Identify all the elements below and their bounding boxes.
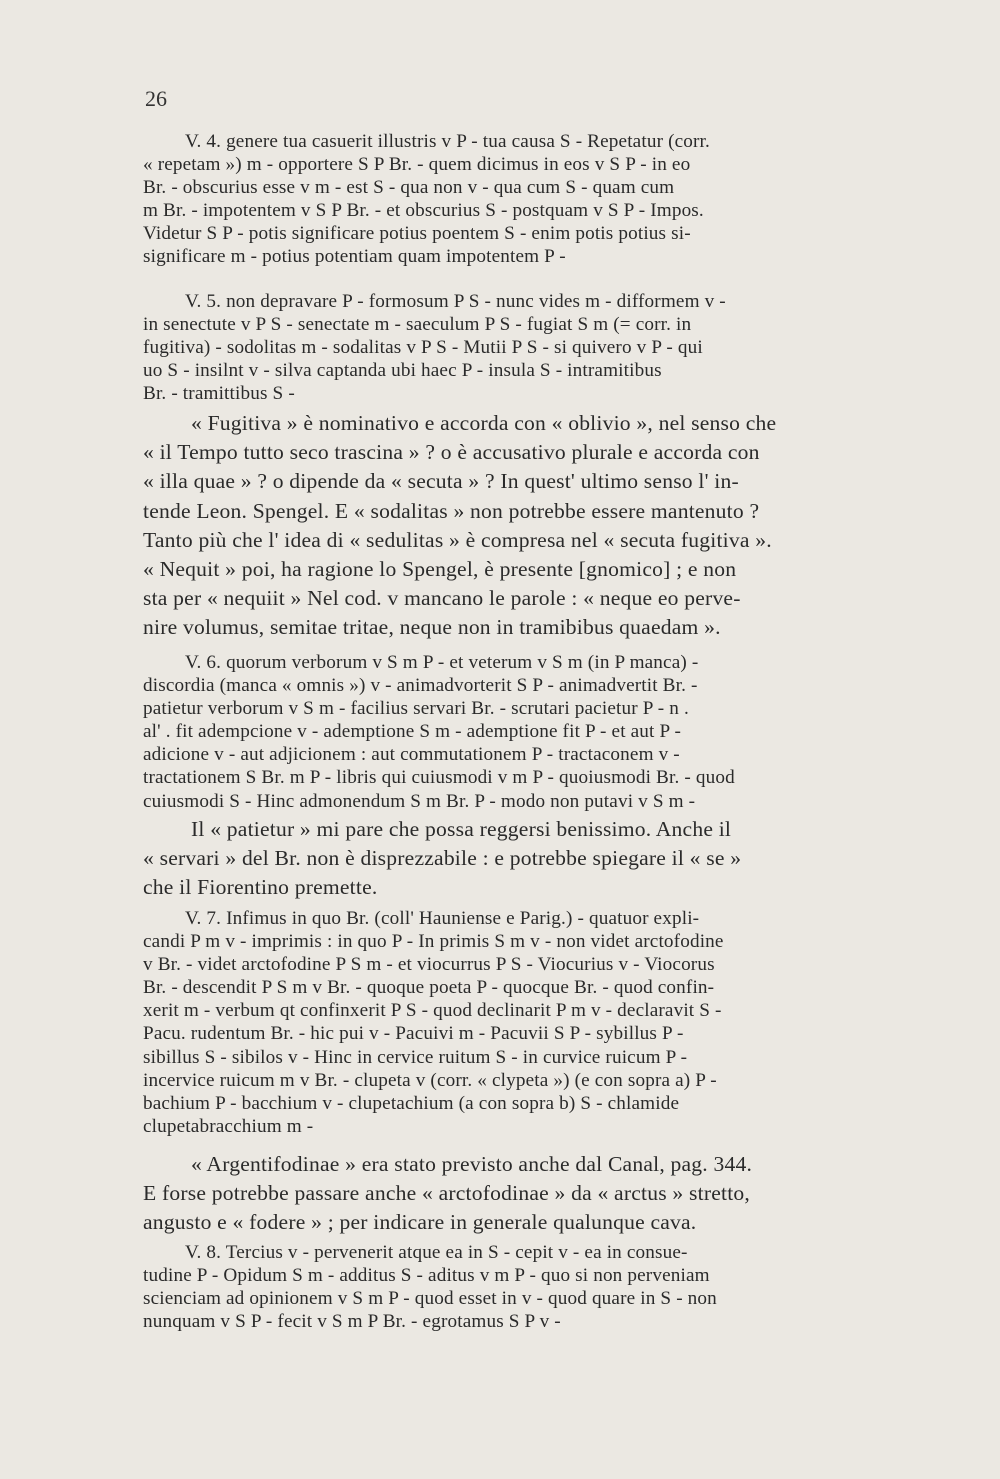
- page-number: 26: [145, 86, 167, 111]
- text-line: incervice ruicum m v Br. - clupeta v (corr. « clypeta ») (e con sopra a) P -: [143, 1069, 717, 1091]
- text-line: cuiusmodi S - Hinc admonendum S m Br. P - modo non putavi v S m -: [143, 790, 696, 812]
- text-line: Pacu. rudentum Br. - hic pui v - Pacuivi m - Pacuvii S P - sybillus P -: [143, 1023, 684, 1045]
- text-line: v Br. - videt arctofodine P S m - et viocurrus P S - Viocurius v - Viocorus: [143, 954, 715, 976]
- text-line: tractationem S Br. m P - libris qui cuiusmodi v m P - quoiusmodi Br. - quod: [143, 767, 735, 789]
- text-line: uo S - insilnt v - silva captanda ubi haec P - insula S - intramitibus: [143, 360, 662, 382]
- text-line: V. 4. genere tua casuerit illustris v P - tua causa S - Repetatur (corr.: [185, 131, 710, 152]
- text-line: sta per « nequiit » Nel cod. v mancano le parole : « neque eo perve-: [143, 586, 741, 611]
- text-line: bachium P - bacchium v - clupetachium (a con sopra b) S - chlamide: [143, 1092, 680, 1114]
- text-line: fugitiva) - sodolitas m - sodalitas v P S - Mutii P S - si quivero v P - qui: [143, 337, 703, 359]
- text-line: Videtur S P - potis significare potius poentem S - enim potis potius si-: [143, 223, 691, 245]
- text-line: al' . fit adempcione v - ademptione S m - ademptione fit P - et aut P -: [143, 721, 682, 743]
- text-line: Tanto più che l' idea di « sedulitas » è compresa nel « secuta fugitiva ».: [143, 527, 772, 552]
- apparatus-paragraph: [143, 130, 893, 269]
- text-line: adicione v - aut adjicionem : aut commutationem P - tractaconem v -: [143, 744, 680, 766]
- text-line: xerit m - verbum qt confinxerit P S - quod declinarit P m v - declaravit S -: [143, 1000, 722, 1022]
- text-line: V. 5. non depravare P - formosum P S - nunc vides m - difformem v -: [185, 291, 726, 312]
- text-line: nunquam v S P - fecit v S m P Br. - egrotamus S P v -: [143, 1311, 561, 1333]
- text-line: in senectute v P S - senectate m - saeculum P S - fugiat S m (= corr. in: [143, 314, 692, 336]
- apparatus-paragraph: [143, 290, 893, 405]
- text-line: « repetam ») m - opportere S P Br. - quem dicimus in eos v S P - in eo: [143, 154, 691, 176]
- commentary-paragraph: [143, 409, 893, 643]
- commentary-paragraph: [143, 1150, 893, 1238]
- text-line: angusto e « fodere » ; per indicare in generale qualunque cava.: [143, 1210, 697, 1235]
- text-line: significare m - potius potentiam quam impotentem P -: [143, 246, 566, 268]
- text-line: « il Tempo tutto seco trascina » ? o è accusativo plurale e accorda con: [143, 440, 760, 465]
- text-line: Br. - tramittibus S -: [143, 383, 295, 405]
- text-line: « Argentifodinae » era stato previsto anche dal Canal, pag. 344.: [191, 1152, 753, 1176]
- text-line: tudine P - Opidum S m - additus S - aditus v m P - quo si non perveniam: [143, 1265, 710, 1287]
- text-line: V. 8. Tercius v - pervenerit atque ea in S - cepit v - ea in consue-: [185, 1242, 688, 1263]
- text-line: nire volumus, semitae tritae, neque non in tramibibus quaedam ».: [143, 615, 721, 640]
- text-line: E forse potrebbe passare anche « arctofodinae » da « arctus » stretto,: [143, 1181, 750, 1206]
- apparatus-paragraph: [143, 651, 893, 813]
- text-line: che il Fiorentino premette.: [143, 875, 378, 900]
- text-line: « Nequit » poi, ha ragione lo Spengel, è presente [gnomico] ; e non: [143, 557, 737, 582]
- text-line: scienciam ad opinionem v S m P - quod esset in v - quod quare in S - non: [143, 1288, 717, 1310]
- text-line: « illa quae » ? o dipende da « secuta » ? In quest' ultimo senso l' in-: [143, 469, 739, 494]
- text-line: sibillus S - sibilos v - Hinc in cervice ruitum S - in curvice ruicum P -: [143, 1046, 688, 1068]
- text-line: « servari » del Br. non è disprezzabile : e potrebbe spiegare il « se »: [143, 846, 742, 871]
- apparatus-paragraph: [143, 1241, 893, 1333]
- text-line: « Fugitiva » è nominativo e accorda con « oblivio », nel senso che: [191, 411, 777, 435]
- commentary-paragraph: [143, 815, 893, 903]
- text-line: Br. - descendit P S m v Br. - quoque poeta P - quocque Br. - quod confin-: [143, 977, 715, 999]
- apparatus-paragraph: [143, 907, 893, 1138]
- text-line: discordia (manca « omnis ») v - animadvorterit S P - animadvertit Br. -: [143, 675, 698, 697]
- text-line: candi P m v - imprimis : in quo P - In primis S m v - non videt arctofodine: [143, 931, 724, 953]
- text-line: clupetabracchium m -: [143, 1115, 314, 1137]
- text-line: Br. - obscurius esse v m - est S - qua non v - qua cum S - quam cum: [143, 177, 675, 199]
- text-line: Il « patietur » mi pare che possa reggersi benissimo. Anche il: [191, 817, 732, 841]
- text-line: V. 7. Infimus in quo Br. (coll' Hauniense e Parig.) - quatuor expli-: [185, 908, 700, 929]
- text-line: patietur verborum v S m - facilius servari Br. - scrutari pacietur P - n .: [143, 698, 689, 720]
- text-line: m Br. - impotentem v S P Br. - et obscurius S - postquam v S P - Impos.: [143, 200, 704, 222]
- text-line: tende Leon. Spengel. E « sodalitas » non potrebbe essere mantenuto ?: [143, 498, 760, 523]
- text-line: V. 6. quorum verborum v S m P - et veterum v S m (in P manca) -: [185, 652, 699, 673]
